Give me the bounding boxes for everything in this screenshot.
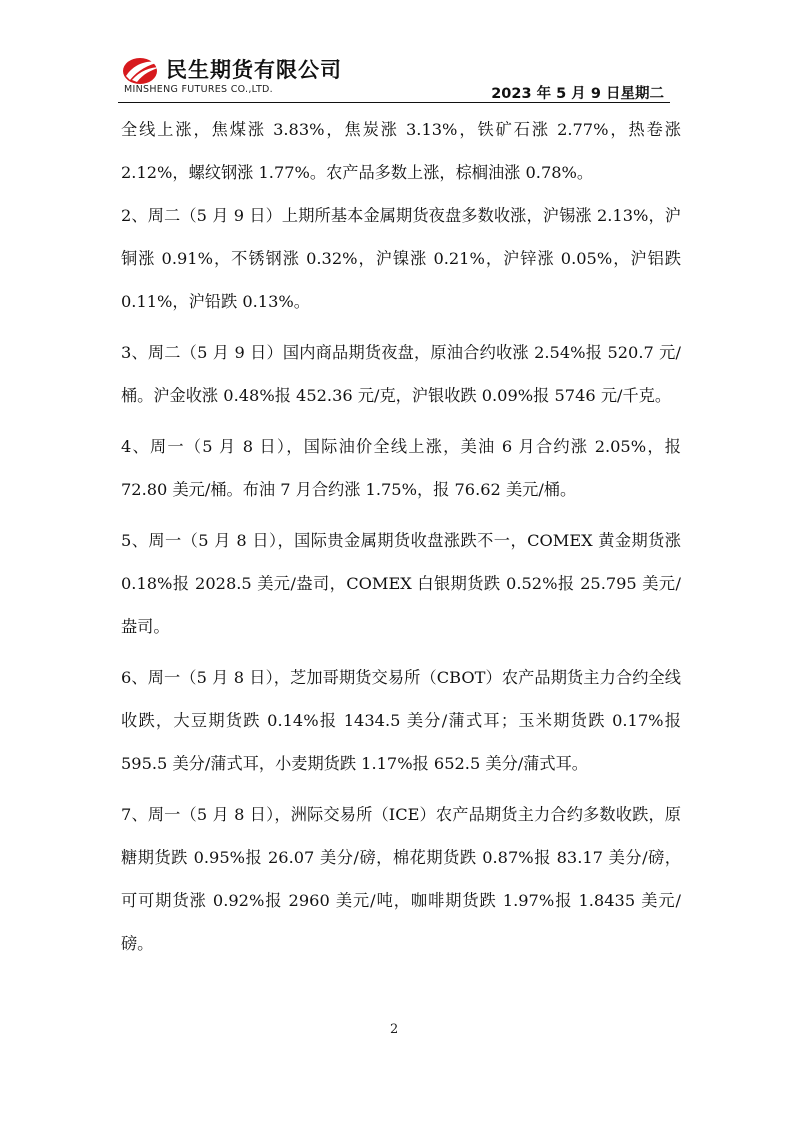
company-name-en: MINSHENG FUTURES CO.,LTD.: [124, 84, 273, 95]
paragraph-item-5: 5、周一（5 月 8 日），国际贵金属期货收盘涨跌不一，COMEX 黄金期货涨 0.18%报 2028.5 美元/盎司，COMEX 白银期货跌 0.52%报 25.795 美元/盎司。: [121, 531, 681, 636]
paragraph-continued: 全线上涨，焦煤涨 3.83%，焦炭涨 3.13%，铁矿石涨 2.77%，热卷涨 2.12%，螺纹钢涨 1.77%。农产品多数上涨，棕榈油涨 0.78%。: [121, 120, 681, 182]
company-name-cn: 民生期货有限公司: [166, 58, 342, 82]
paragraph-item-6: 6、周一（5 月 8 日），芝加哥期货交易所（CBOT）农产品期货主力合约全线收跌，大豆期货跌 0.14%报 1434.5 美分/蒲式耳；玉米期货跌 0.17%报 595.5 美分/蒲式耳，小麦期货跌 1.17%报 652.5 美分/蒲式耳。: [121, 668, 681, 773]
minsheng-swoosh-icon: [122, 56, 162, 86]
paragraph-item-3: 3、周二（5 月 9 日）国内商品期货夜盘，原油合约收涨 2.54%报 520.7 元/桶。沪金收涨 0.48%报 452.36 元/克，沪银收跌 0.09%报 5746 元/千克。: [121, 343, 681, 405]
header-divider: [118, 102, 670, 103]
report-body: [121, 108, 681, 965]
paragraph-item-7: 7、周一（5 月 8 日），洲际交易所（ICE）农产品期货主力合约多数收跌，原糖期货跌 0.95%报 26.07 美分/磅，棉花期货跌 0.87%报 83.17 美分/磅，可可期货涨 0.92%报 2960 美元/吨，咖啡期货跌 1.97%报 1.8435 美元/磅。: [121, 805, 681, 953]
page-number: 2: [390, 1022, 399, 1037]
company-logo: [122, 52, 372, 98]
page-header: [118, 52, 670, 104]
report-date: 2023 年 5 月 9 日星期二: [491, 86, 664, 102]
paragraph-item-4: 4、周一（5 月 8 日），国际油价全线上涨，美油 6 月合约涨 2.05%，报 72.80 美元/桶。布油 7 月合约涨 1.75%，报 76.62 美元/桶。: [121, 437, 681, 499]
paragraph-item-2: 2、周二（5 月 9 日）上期所基本金属期货夜盘多数收涨，沪锡涨 2.13%，沪铜涨 0.91%，不锈钢涨 0.32%，沪镍涨 0.21%，沪锌涨 0.05%，沪铝跌 0.11%，沪铅跌 0.13%。: [121, 206, 681, 311]
